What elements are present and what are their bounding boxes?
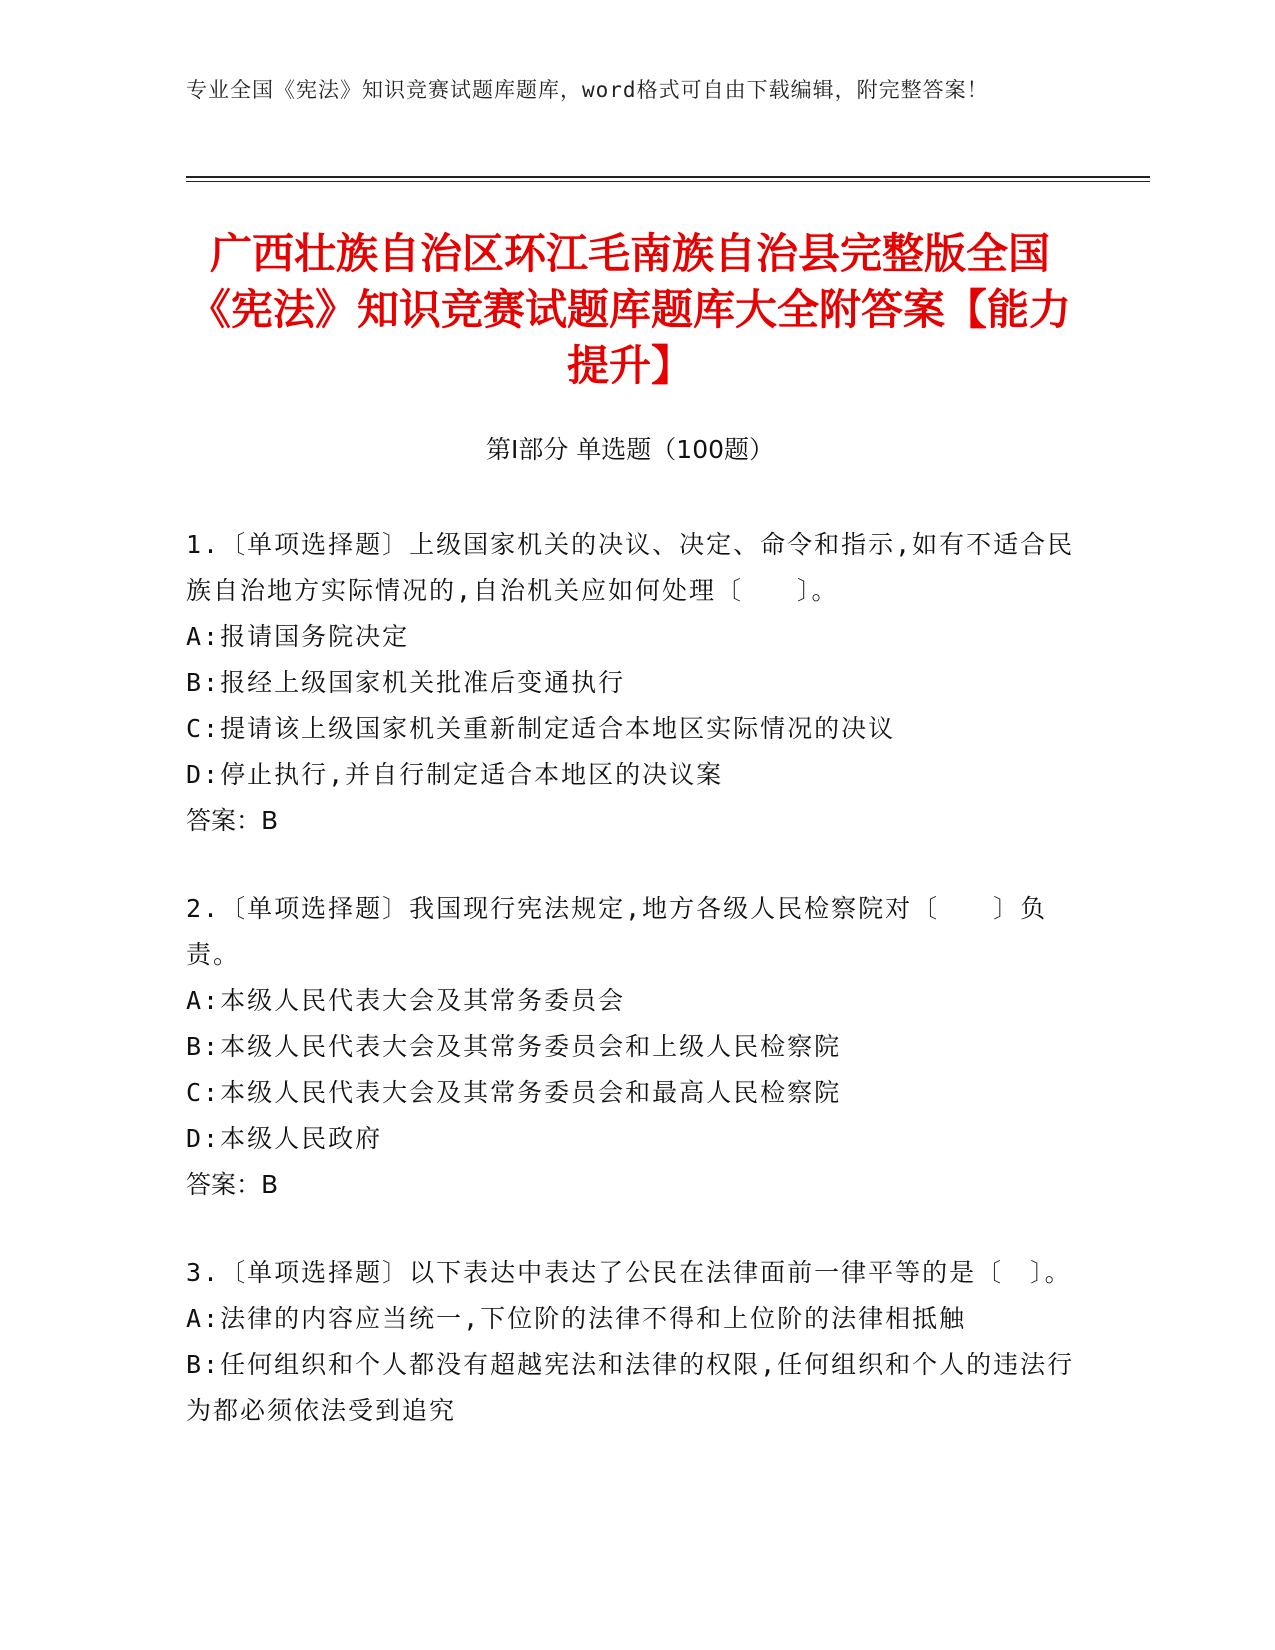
question-stem: 1.〔单项选择题〕上级国家机关的决议、决定、命令和指示,如有不适合民族自治地方实际情况的,自治机关应如何处理〔 〕。 [186, 530, 1075, 605]
question-stem: 2.〔单项选择题〕我国现行宪法规定,地方各级人民检察院对〔 〕负责。 [186, 894, 1048, 969]
option-b: B:报经上级国家机关批准后变通执行 [186, 668, 626, 697]
header-rule-thick [186, 176, 1150, 178]
answer: 答案：B [186, 806, 279, 835]
header-rule-thin [186, 181, 1150, 182]
option-d: D:停止执行,并自行制定适合本地区的决议案 [186, 760, 724, 789]
question-list [186, 522, 1086, 1476]
question-2 [186, 886, 1086, 1208]
option-d: D:本级人民政府 [186, 1124, 383, 1153]
question-3 [186, 1250, 1086, 1434]
option-a: A:法律的内容应当统一,下位阶的法律不得和上位阶的法律相抵触 [186, 1304, 967, 1333]
option-b: B:任何组织和个人都没有超越宪法和法律的权限,任何组织和个人的违法行为都必须依法受到追究 [186, 1350, 1075, 1425]
option-c: C:本级人民代表大会及其常务委员会和最高人民检察院 [186, 1078, 842, 1107]
option-a: A:本级人民代表大会及其常务委员会 [186, 986, 626, 1015]
header-note: 专业全国《宪法》知识竞赛试题库题库，word格式可自由下载编辑，附完整答案！ [186, 78, 989, 102]
answer: 答案：B [186, 1170, 279, 1199]
section-heading: 第Ⅰ部分 单选题（100题） [485, 435, 775, 464]
option-b: B:本级人民代表大会及其常务委员会和上级人民检察院 [186, 1032, 842, 1061]
document-title: 广西壮族自治区环江毛南族自治县完整版全国《宪法》知识竞赛试题库题库大全附答案【能力提升】 [188, 229, 1071, 390]
option-a: A:报请国务院决定 [186, 622, 410, 651]
option-c: C:提请该上级国家机关重新制定适合本地区实际情况的决议 [186, 714, 896, 743]
question-stem: 3.〔单项选择题〕以下表达中表达了公民在法律面前一律平等的是〔 〕。 [186, 1258, 1072, 1287]
question-1 [186, 522, 1086, 844]
